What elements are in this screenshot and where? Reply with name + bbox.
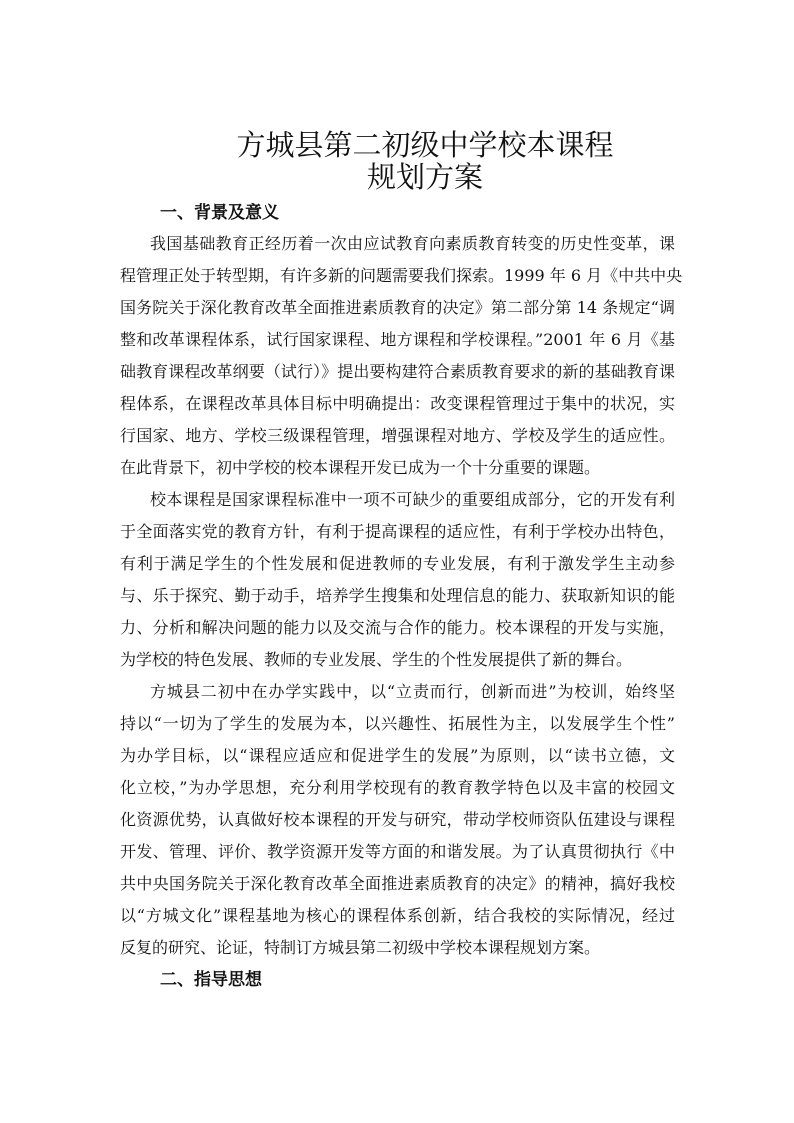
paragraph-3-line: 化立校，”为办学思想，充分利用学校现有的教育教学特色以及丰富的校园文 — [120, 778, 675, 797]
paragraph-2-line: 于全面落实党的教育方针，有利于提高课程的适应性，有利于学校办出特色， — [120, 522, 675, 541]
paragraph-3-line: 开发、管理、评价、教学资源开发等方面的和谐发展。为了认真贯彻执行《中 — [120, 842, 675, 861]
paragraph-1-line: 行国家、地方、学校三级课程管理，增强课程对地方、学校及学生的适应性。 — [120, 426, 675, 445]
paragraph-3-line: 以“方城文化”课程基地为核心的课程体系创新，结合我校的实际情况，经过 — [120, 906, 675, 925]
document-title-line-2: 规划方案 — [366, 160, 483, 194]
paragraph-1-line: 国务院关于深化教育改革全面推进素质教育的决定》第二部分第 14 条规定“调 — [120, 298, 675, 317]
paragraph-3-line: 为办学目标，以“课程应适应和促进学生的发展”为原则，以“读书立德，文 — [120, 746, 675, 765]
paragraph-3-line: 持以“一切为了学生的发展为本，以兴趣性、拓展性为主，以发展学生个性” — [120, 714, 675, 733]
paragraph-3-line: 方城县二初中在办学实践中，以“立责而行，创新而进”为校训，始终坚 — [150, 682, 675, 701]
paragraph-2-line: 为学校的特色发展、教师的专业发展、学生的个性发展提供了新的舞台。 — [120, 650, 633, 669]
document-title-line-1: 方城县第二初级中学校本课程 — [236, 128, 614, 162]
paragraph-2-line: 与、乐于探究、勤于动手，培养学生搜集和处理信息的能力、获取新知识的能 — [120, 586, 675, 605]
paragraph-1-line: 程体系，在课程改革具体目标中明确提出：改变课程管理过于集中的状况，实 — [120, 394, 675, 413]
paragraph-1-line: 础教育课程改革纲要（试行）》提出要构建符合素质教育要求的新的基础教育课 — [120, 362, 675, 381]
paragraph-2-line: 校本课程是国家课程标准中一项不可缺少的重要组成部分，它的开发有利 — [150, 490, 675, 509]
paragraph-2-line: 有利于满足学生的个性发展和促进教师的专业发展，有利于激发学生主动参 — [120, 554, 675, 573]
paragraph-1-line: 程管理正处于转型期，有许多新的问题需要我们探索。1999 年 6 月《中共中央 — [120, 266, 683, 285]
paragraph-3-line: 化资源优势，认真做好校本课程的开发与研究，带动学校师资队伍建设与课程 — [120, 810, 675, 829]
paragraph-2-line: 力、分析和解决问题的能力以及交流与合作的能力。校本课程的开发与实施， — [120, 618, 675, 637]
section-heading-background: 一、背景及意义 — [160, 203, 279, 223]
paragraph-1-line: 在此背景下，初中学校的校本课程开发已成为一个十分重要的课题。 — [120, 458, 601, 477]
section-heading-guiding-ideology: 二、指导思想 — [160, 970, 262, 990]
paragraph-1-line: 我国基础教育正经历着一次由应试教育向素质教育转变的历史性变革，课 — [150, 234, 675, 253]
paragraph-1-line: 整和改革课程体系，试行国家课程、地方课程和学校课程。”2001 年 6 月《基 — [120, 330, 675, 349]
paragraph-3-line: 共中央国务院关于深化教育改革全面推进素质教育的决定》的精神，搞好我校 — [120, 874, 675, 893]
paragraph-3-line: 反复的研究、论证，特制订方城县第二初级中学校本课程规划方案。 — [120, 938, 601, 957]
